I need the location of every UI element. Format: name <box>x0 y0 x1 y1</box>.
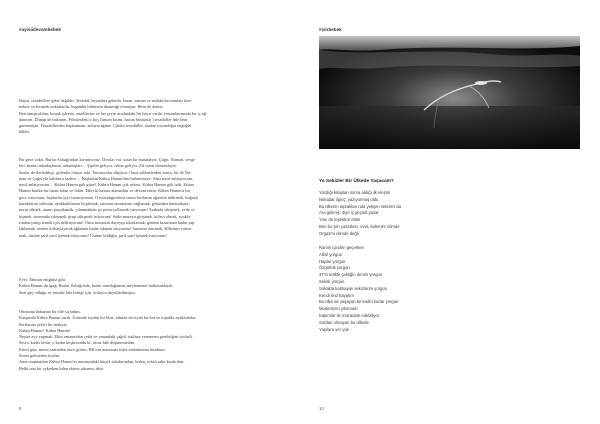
poem-line: Haplar yorgun <box>319 258 346 264</box>
poem-stanza-1 <box>319 190 479 238</box>
text-line: man ve Çağrı'yla kaldınca sadece… Başladım Kübra Hanım'dan bahsetmeye. Ama nasıl anlatıyorum, <box>19 175 194 181</box>
paragraph-3 <box>19 277 281 296</box>
poem-line: 3T'in tetikte çektiğin demin yorgun <box>319 272 383 278</box>
left-page-hashtag: #ayisiidevambebek <box>19 27 61 32</box>
text-line: Neşter ayy yapmak. Elini omzumdan çekti ve yanındaki çağdı, istifana verenmen gerektiğini söyledi. <box>19 334 193 340</box>
text-line: Sesi o kadar kesin, o kadar keşkesondu ki, itiraz bile düşünemedim. <box>19 340 136 346</box>
right-page-hashtag: #şiirbebek <box>319 27 342 32</box>
text-line: Sonra gelmeden tiydim. <box>19 353 61 359</box>
poem-line: Orgazmı elimde değil. <box>319 230 360 236</box>
poem-line: Ramin içinden geçerken <box>319 245 364 250</box>
page-number-right: 10 <box>319 406 324 411</box>
poem-line: Ara gelimiş: diye iç geçirdi yazar <box>319 210 379 216</box>
text-line: nasıl anlatıyorum… Kübra Hanım gök güzel, Kübra Hanım çok sekesi, Kübra Hanım gök tatlı, Kübra <box>19 182 195 188</box>
text-line: kişmek, sinemada sikişmek, grup sikişmek istiyorum! Sado-mazoya girişmek, köleci olmak, ayakla- <box>19 213 192 219</box>
poem-title: Ya Sekizler Bir Ülkede Yaşasam? <box>319 179 394 184</box>
text-line: laklamak, sertten kırbaçlayarak ağlatana kadar sikmek istiyorum! Sureinta attırmak, d0lletimi yuttur- <box>19 226 193 232</box>
poem-line: Ben bu şiiri yazarken, evet, kalemim elimde <box>319 223 400 229</box>
poem-line: Yine de teşekkür ettim <box>319 217 361 223</box>
poem-line: Bu ülke de yaşayan bir kadın kadar yorgun <box>319 299 399 305</box>
poem-line: Yaşılara yer yok <box>319 326 349 332</box>
text-line: Omzuma dokunan bir elle sıçradım. <box>19 309 81 314</box>
text-line: Ben tanıştırıldım, konuk işlerim, emeklerim ve her şeyin aradındaki bir hayır vardır yorumlarımızda bu iç ağ- <box>19 110 208 116</box>
poem-line: Nekadar ilginç; yazıyormuş oldu <box>319 196 379 202</box>
photo-graphic <box>319 36 580 149</box>
poem-line: Sırtdan olmayan bu ülkede <box>319 319 369 325</box>
text-line: leri, benim arkadaşlarım, arkadaşları… Şişeler geliyor, cıklar geliyor. Zil saxın durumdayız. <box>19 163 177 169</box>
poem-line: Seksk yorgun <box>319 278 345 284</box>
text-line: Ertesi gün, mesai saatinden önce gittim, BK'nin masasına istifa mektubumu bıraktım. <box>19 346 166 352</box>
text-line: Hayat, tesadüflere gebe değildir. Tesadüf, hayatlara gebedir. İnsan, zaman ve mekân kavramları kon- <box>19 98 192 103</box>
text-line: Kübra Hanım da aşağı Burlar Sokağı'nda, bizim oturduğumuz meyhanenin halkasındaydı. <box>19 283 174 289</box>
poem-line: Alkol yorgun <box>319 251 343 257</box>
text-line: rından yanıp izmek için delirtiyorum! Onca masasını dayayıp tokatlamak, götünü kızarttana kadar şap- <box>19 219 196 225</box>
text-line: mak, üstüne şarıl şarıl işemek istiyorum! Üstüne bildiğin, şarıl şarıl işemek istiyorum! <box>19 232 167 238</box>
right-page <box>300 0 600 424</box>
text-line: Kübra Hanım? Kübra Hanım! <box>19 327 71 333</box>
text-line: Sertlarına çekici bir makyaj. <box>19 321 68 327</box>
poem-line: Sokakta kalmayan sekizlerim yorgun <box>319 285 387 291</box>
text-line: Ama unutmadım Kübra Hanım'ın masasındaki küçük tokalarından, birkaç tokalı tabii kızdırdım. <box>19 359 185 365</box>
poem-line: Modernizm yıkılmadı <box>319 306 358 312</box>
text-line: nektör ve kesmek noktalardır, bugünkü bilimizin dinamiği olmuştur. Hem de daima. <box>19 104 164 110</box>
paragraph-4 <box>19 309 281 372</box>
paragraph-2 <box>19 157 281 239</box>
text-line: gerenmiştir. Tesadüflerden başlanmam, anlayacağınız. Çünkü tesadüfler, aradan tiryandığın engüğül <box>19 123 191 129</box>
text-line: Karşımda Kübra Hanım vardı. Üstünde siyahlı bir bluz, altında da siyah bir kot ve topuklu ayakkabılar. <box>19 315 197 321</box>
poem-line: Kalemlar ile mücadele edebiliyor <box>319 312 380 318</box>
poem-line: Yazdığı kitapları sonra aldığı ilk eleştiri <box>319 190 391 195</box>
poem-stanza-2 <box>319 245 479 333</box>
text-line: hâldir: <box>19 129 31 135</box>
text-line: Sazlar de ilerledikçe, gidenler oluyor tabi. Tanıtıyorlar düşüyor. Onca sohbetlerden sonra, bir de Nu- <box>19 169 192 175</box>
text-line: Evet. Tahmin ettiğiniz gibi. <box>19 277 66 282</box>
text-line: danırım. Dönüp de bakınım. Filmlerdeki o boş (hasım kısmı, hazım büstünü) ) tesadüfler bile bent <box>19 116 188 122</box>
text-line: Belki onu bir çekerken bilen ekime takarım, diye. <box>19 365 105 371</box>
page-number-left: 9 <box>19 406 22 411</box>
text-line: nortu silmek, anımı parçalamak, çılanmaktan işi posta yollamak istiyorum! Arabada sikişmek, evde si- <box>19 207 196 213</box>
text-line: kazaklarını yakmak, ayakkabılarına boşalmak, sarısına oturmasını sağlamak, götünden karartakara- <box>19 201 190 207</box>
paragraph-1 <box>19 98 281 136</box>
text-line: Saat geç olduğu ve mizalir bile bittiği için, kolayca duyulabilmişim. <box>19 289 136 295</box>
text-line: Hanım harika bir insan falan ve falan. Tabii ki hasına alamadım ve devam ettim: Kübra Hanım'a bir <box>19 188 191 194</box>
poem-line: Bu ülkenin toprakları nda yetişen sekizler da <box>319 203 401 209</box>
text-line: Bir gece vakti. Burlar Sokağı'ndan kıvanıyoruz. Dostlar var, uzun bir masadayız. Çağrı, Numan, sevgi- <box>19 157 196 162</box>
poem-line: Özgürlük yorgun <box>319 265 350 271</box>
text-line: gece istiyorum, haykırlar şeyi istemiyorum. O misinkgecitimi sarası kırtlarını ağzımla indirmek, boğazlı <box>19 194 198 200</box>
underwater-photo <box>319 36 580 149</box>
poem-line: Kendi rind hayatım <box>319 292 354 298</box>
